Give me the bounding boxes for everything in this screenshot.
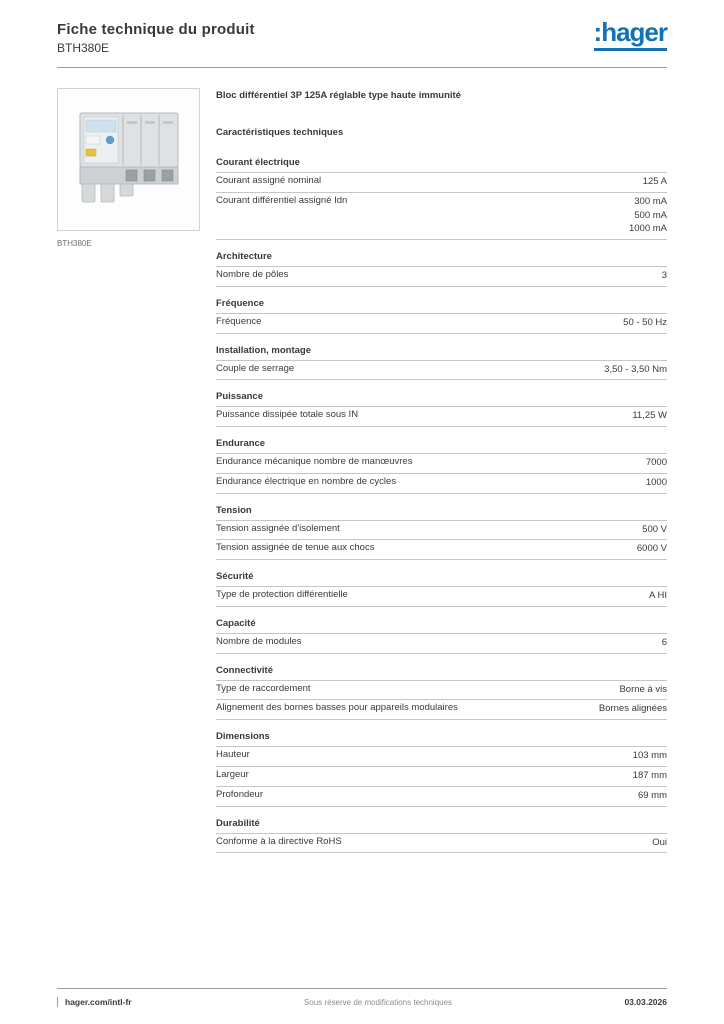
spec-label: Endurance électrique en nombre de cycles [216,475,397,487]
spec-section [216,818,667,854]
section-title: Capacité [216,618,667,634]
spec-value: Bornes alignées [598,703,667,715]
spec-value: 1000 [645,476,667,488]
spec-value: 300 mA 500 mA 1000 mA [628,195,667,235]
spec-row [216,540,667,560]
footer-row [57,997,667,1007]
spec-value: 3 [661,270,667,282]
spec-row [216,700,667,720]
spec-value: Oui [652,836,667,848]
spec-row [216,361,667,381]
product-image-column [57,88,200,864]
spec-row [216,587,667,607]
spec-label: Couple de serrage [216,362,295,374]
header [57,17,667,68]
spec-value: 103 mm [632,750,667,762]
section-title: Tension [216,505,667,521]
spec-section [216,665,667,721]
footer-website-link[interactable] [57,997,132,1007]
footer-disclaimer: Sous réserve de modifications techniques [303,997,453,1007]
spec-row [216,173,667,193]
hager-logo-inner [594,19,667,51]
spec-value: 500 V [642,523,667,535]
spec-label: Conforme à la directive RoHS [216,835,342,847]
spec-row [216,314,667,334]
spec-row [216,267,667,287]
spec-row [216,681,667,701]
spec-label: Type de raccordement [216,682,311,694]
section-title: Fréquence [216,298,667,314]
spec-row [216,521,667,541]
spec-row [216,767,667,787]
spec-row [216,454,667,474]
product-image [66,97,191,222]
product-image-box [57,88,200,231]
spec-row [216,787,667,807]
spec-value: Borne à vis [619,683,667,695]
spec-label: Profondeur [216,788,264,800]
section-title: Durabilité [216,818,667,834]
hager-logo [594,19,667,51]
spec-section [216,731,667,806]
spec-value: 50 - 50 Hz [623,316,667,328]
spec-section [216,505,667,561]
spec-label: Fréquence [216,315,262,327]
spec-row [216,747,667,767]
spec-label: Nombre de modules [216,635,302,647]
spec-section [216,391,667,427]
section-title: Architecture [216,251,667,267]
section-title: Installation, montage [216,345,667,361]
footer-rule [57,988,667,989]
spec-section [216,345,667,381]
spec-value: 3,50 - 3,50 Nm [604,363,667,375]
spec-label: Puissance dissipée totale sous IN [216,409,359,421]
spec-label: Tension assignée de tenue aux chocs [216,542,375,554]
section-title: Sécurité [216,571,667,587]
hager-logo-underline [594,48,667,51]
product-code: BTH380E [57,41,110,55]
spec-label: Hauteur [216,749,250,761]
spec-row [216,193,667,240]
spec-sections [216,157,667,853]
spec-column [216,88,667,864]
spec-label: Endurance mécanique nombre de manœuvres [216,456,413,468]
main-content [57,88,667,864]
footer [57,988,667,1007]
product-description: Bloc différentiel 3P 125A réglable type haute immunité [216,90,461,101]
section-title: Dimensions [216,731,667,747]
spec-section [216,438,667,494]
spec-value: 6000 V [636,543,667,555]
spec-label: Courant assigné nominal [216,175,322,186]
section-title: Courant électrique [216,157,667,173]
spec-value: 11,25 W [632,410,667,422]
spec-label: Courant différentiel assigné Idn [216,194,348,206]
footer-website-text: hager.com/intl-fr [65,997,132,1007]
spec-value: 6 [661,636,667,648]
header-rule [57,67,667,68]
hager-logo-text: :hager [593,17,667,47]
section-title: Puissance [216,391,667,407]
footer-date: 03.03.2026 [624,997,667,1007]
spec-section [216,571,667,607]
spec-label: Alignement des bornes basses pour appareils modulaires [216,702,458,714]
spec-value: 69 mm [637,789,667,801]
spec-section [216,251,667,287]
page-title: Fiche technique du produit [57,21,255,38]
spec-label: Tension assignée d'isolement [216,522,340,534]
spec-row [216,407,667,427]
section-title: Connectivité [216,665,667,681]
spec-row [216,834,667,854]
product-image-caption: BTH380E [57,239,92,248]
characteristics-title: Caractéristiques techniques [216,127,344,138]
spec-section [216,618,667,654]
spec-label: Largeur [216,769,249,781]
spec-row [216,474,667,494]
spec-row [216,634,667,654]
spec-label: Nombre de pôles [216,269,289,281]
spec-value: 187 mm [632,770,667,782]
section-title: Endurance [216,438,667,454]
footer-divider [57,997,58,1007]
spec-label: Type de protection différentielle [216,589,348,601]
spec-section [216,298,667,334]
spec-value: 125 A [642,176,667,187]
spec-value: A HI [649,590,667,602]
spec-section [216,157,667,240]
spec-value: 7000 [645,457,667,469]
